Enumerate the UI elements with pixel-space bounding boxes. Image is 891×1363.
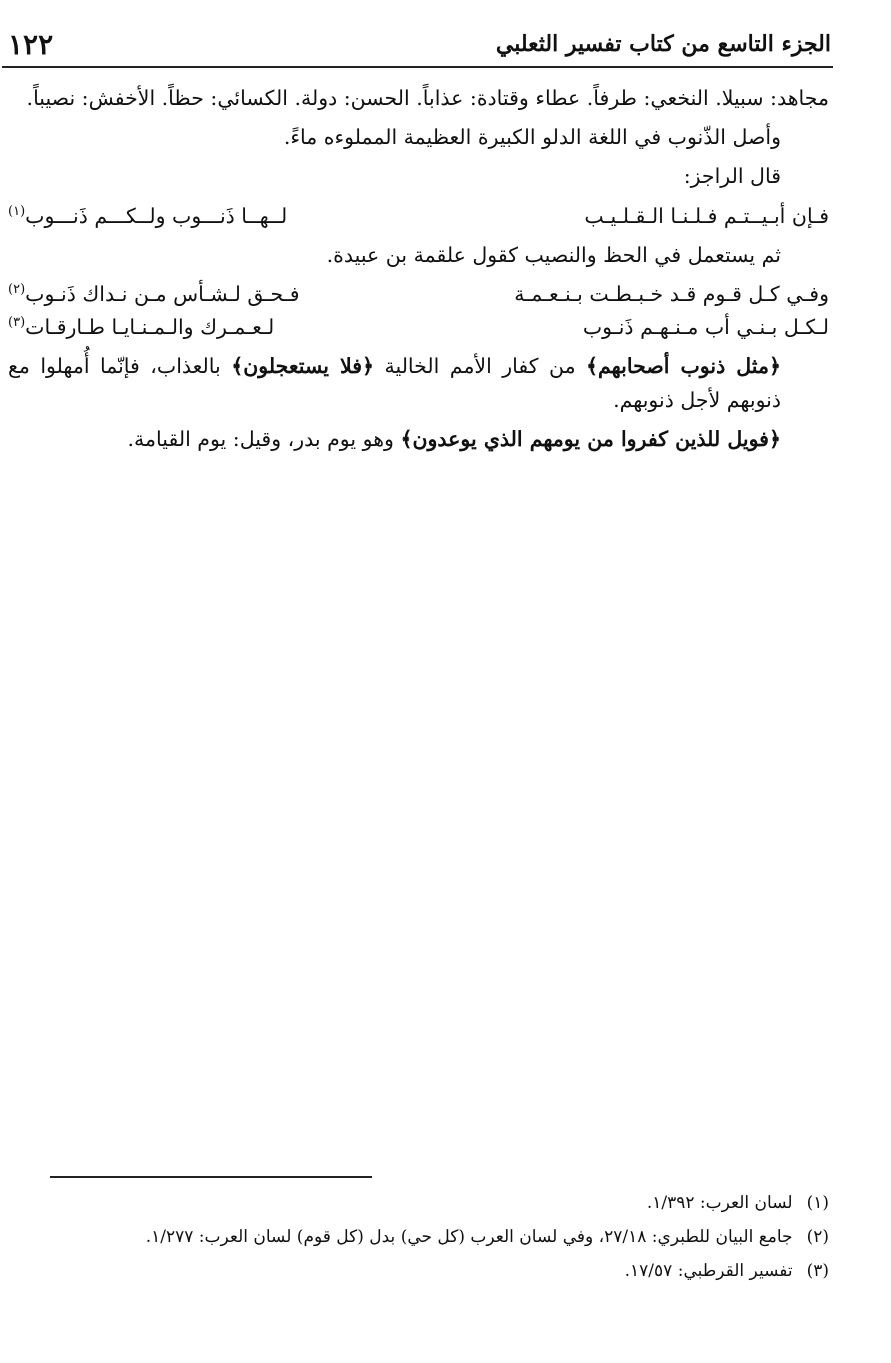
verse-hemistich: لـكـل بـنـي أب مـنـهـم ذَنـوب	[582, 315, 829, 340]
verse-hemistich: لــهــا ذَنـــوب ولــكـــم ذَنـــوب$^{(١)}$	[8, 203, 288, 228]
verse-hemistich: فـإن أبـيــتـم فـلـنـا الـقـلـيـب	[584, 203, 829, 228]
footnote-marker: (١)	[8, 203, 26, 219]
quran-quote: ﴿فلا يستعجلون﴾	[231, 354, 375, 379]
paragraph: ثم يستعمل في الحظ والنصيب كقول علقمة بن عبيدة.	[326, 242, 781, 267]
verse-line	[8, 311, 829, 344]
main-text	[8, 82, 829, 456]
footnotes	[8, 1186, 829, 1288]
quran-quote: ﴿مثل ذنوب أصحابهم﴾	[586, 354, 781, 379]
quran-quote: ﴿فويل للذين كفروا من يومهم الذي يوعدون﴾	[400, 426, 781, 451]
paragraph: ﴿مثل ذنوب أصحابهم﴾ من كفار الأمم الخالية ﴿فلا يستعجلون﴾ بالعذاب، فإنّما أُمهلوا مع ذنوبهم لأجل ذنوبهم.	[8, 354, 781, 412]
footnote	[8, 1220, 829, 1254]
footnote-text: جامع البيان للطبري: ٢٧/١٨، وفي لسان العرب (كل حي) بدل (كل قوم) لسان العرب: ١/٢٧٧.	[145, 1227, 793, 1247]
footnote-number: (٢)	[806, 1227, 829, 1247]
paragraph: ﴿فويل للذين كفروا من يومهم الذي يوعدون﴾ وهو يوم بدر، وقيل: يوم القيامة.	[127, 426, 781, 451]
verse-hemistich: لـعـمـرك والـمـنـايـا طـارقـات$^{(٣)}$	[8, 315, 275, 340]
page-number: ١٢٢	[8, 27, 54, 61]
footnote	[8, 1186, 829, 1220]
running-title: الجزء التاسع من كتاب تفسير الثعلبي	[495, 31, 831, 57]
footnote-text: تفسير القرطبي: ١٧/٥٧.	[624, 1261, 793, 1281]
verse-line	[8, 278, 829, 311]
verse-line	[8, 200, 829, 233]
paragraph: مجاهد: سبيلا. النخعي: طرفاً. عطاء وقتادة: عذاباً. الحسن: دولة. الكسائي: حظاً. الأخفش: نصيباً.	[26, 86, 829, 110]
footnote	[8, 1254, 829, 1288]
verse-hemistich: فـحـق لـشـأس مـن نـداك ذَنـوب$^{(٢)}$	[8, 282, 300, 307]
footnote-text: لسان العرب: ١/٣٩٢.	[646, 1193, 793, 1213]
footnote-rule	[50, 1176, 372, 1178]
footnote-marker: (٣)	[8, 315, 26, 331]
page-header	[8, 22, 831, 66]
paragraph: قال الراجز:	[683, 164, 781, 189]
footnote-marker: (٢)	[8, 282, 26, 298]
footnote-number: (٣)	[806, 1261, 829, 1281]
header-rule	[2, 66, 833, 68]
paragraph: وأصل الذّنوب في اللغة الدلو الكبيرة العظيمة المملوءه ماءً.	[283, 125, 781, 150]
verse-hemistich: وفـي كـل قـوم قـد خـبـطـت بـنـعـمـة	[514, 282, 829, 307]
footnote-number: (١)	[806, 1193, 829, 1213]
